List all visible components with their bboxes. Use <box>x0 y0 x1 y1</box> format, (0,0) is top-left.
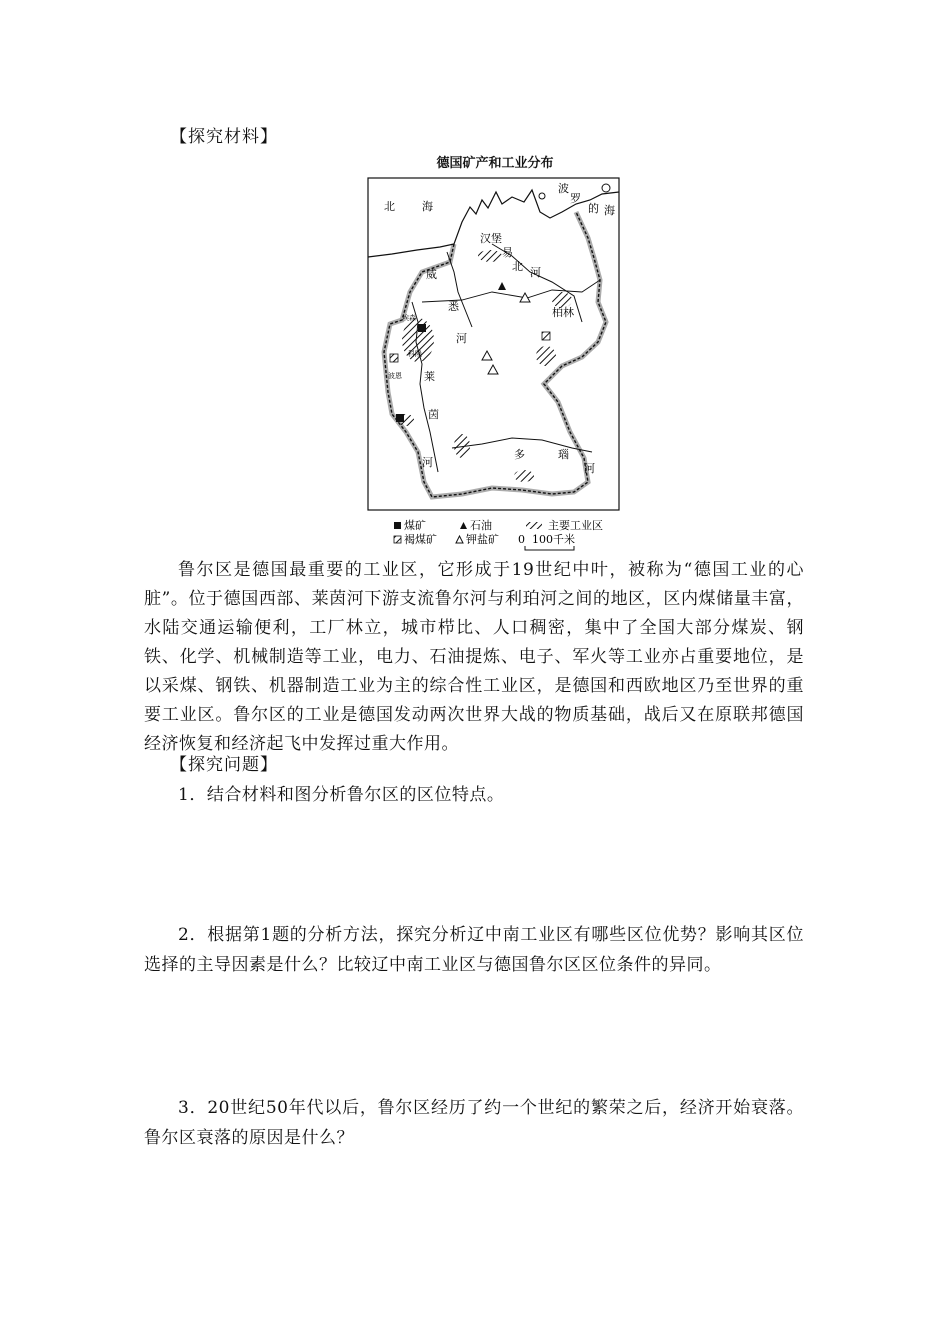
lignite-symbol <box>542 332 550 340</box>
scale-bar <box>525 546 574 550</box>
island <box>602 184 610 192</box>
industrial-area-munich <box>514 470 534 482</box>
island <box>539 193 545 199</box>
scale-zero: 0 <box>518 533 525 546</box>
legend-industrial-icon <box>526 522 542 529</box>
label-weser: 悉 <box>448 300 459 313</box>
legend-coal-icon <box>394 522 401 529</box>
legend-potash-label: 钾盐矿 <box>466 533 499 546</box>
industrial-area-hamburg <box>478 250 502 262</box>
label-essen: 埃森 <box>402 314 416 322</box>
legend-lignite-label: 褐煤矿 <box>404 533 437 546</box>
question-3: 3．20世纪50年代以后，鲁尔区经历了约一个世纪的繁荣之后，经济开始衰落。鲁尔区衰落的原因是什么？ <box>144 1098 804 1148</box>
material-paragraph: 鲁尔区是德国最重要的工业区，它形成于19世纪中叶，被称为“德国工业的心脏”。位于德国西部、莱茵河下游支流鲁尔河与利珀河之间的地区，区内煤储量丰富，水陆交通运输便利，工厂林立，城市栉比、人口稠密，集中了全国大部分煤炭、钢铁、化学、机械制造等工业，电力、石油提炼、电子、军火等工业亦占重要地位，是以采煤、钢铁、机器制造工业为主的综合性工业区，是德国和西欧地区乃至世界的重要工业区。鲁尔区的工业是德国发动两次世界大战的物质基础，战后又在原联邦德国经济恢复和经济起飞中发挥过重大作用。 <box>144 560 804 754</box>
question-1: 1．结合材料和图分析鲁尔区的区位特点。 <box>178 785 505 805</box>
legend-coal-label: 煤矿 <box>404 519 426 532</box>
label-rhine: 莱 <box>424 370 435 383</box>
industrial-area-saxony <box>536 346 556 366</box>
label-bonn: 波恩 <box>388 372 402 380</box>
legend-potash-icon <box>456 536 463 543</box>
scale-label: 100千米 <box>532 533 575 546</box>
label-weser: 河 <box>456 332 467 345</box>
label-rhine: 河 <box>422 456 433 469</box>
label-baltic-sea: 罗 <box>570 192 581 205</box>
germany-map-figure <box>362 152 628 552</box>
section-heading-questions: 【探究问题】 <box>170 755 278 775</box>
industrial-area-stuttgart <box>454 434 470 458</box>
label-danube: 河 <box>584 462 595 475</box>
map-title: 德国矿产和工业分布 <box>436 156 554 171</box>
label-danube: 多 <box>514 448 525 461</box>
label-baltic-sea: 的 <box>588 202 599 215</box>
label-berlin: 柏林 <box>552 306 574 319</box>
legend-oil-icon <box>460 522 467 529</box>
label-north-sea: 北 <box>384 200 395 213</box>
label-baltic-sea: 波 <box>558 182 569 195</box>
label-hamburg: 汉堡 <box>480 232 502 245</box>
legend-lignite-icon <box>394 536 401 543</box>
label-weser: 威 <box>426 268 437 281</box>
legend-oil-label: 石油 <box>470 519 492 532</box>
germany-map <box>362 152 628 552</box>
coal-symbol <box>396 414 404 422</box>
legend-industrial-label: 主要工业区 <box>548 519 603 532</box>
label-rhine: 茵 <box>428 408 439 421</box>
label-cologne: 科隆 <box>408 350 422 358</box>
section-heading-material: 【探究材料】 <box>170 127 278 147</box>
label-baltic-sea: 海 <box>604 204 615 217</box>
label-north-sea: 海 <box>422 200 433 213</box>
label-elbe: 北 <box>512 260 523 273</box>
question-2: 2．根据第1题的分析方法，探究分析辽中南工业区有哪些区位优势？影响其区位选择的主导因素是什么？比较辽中南工业区与德国鲁尔区区位条件的异同。 <box>144 925 804 975</box>
label-elbe: 易 <box>502 246 513 259</box>
lignite-symbol <box>390 354 398 362</box>
label-elbe: 河 <box>530 266 541 279</box>
label-danube: 瑙 <box>558 448 569 461</box>
coal-symbol <box>418 324 426 332</box>
